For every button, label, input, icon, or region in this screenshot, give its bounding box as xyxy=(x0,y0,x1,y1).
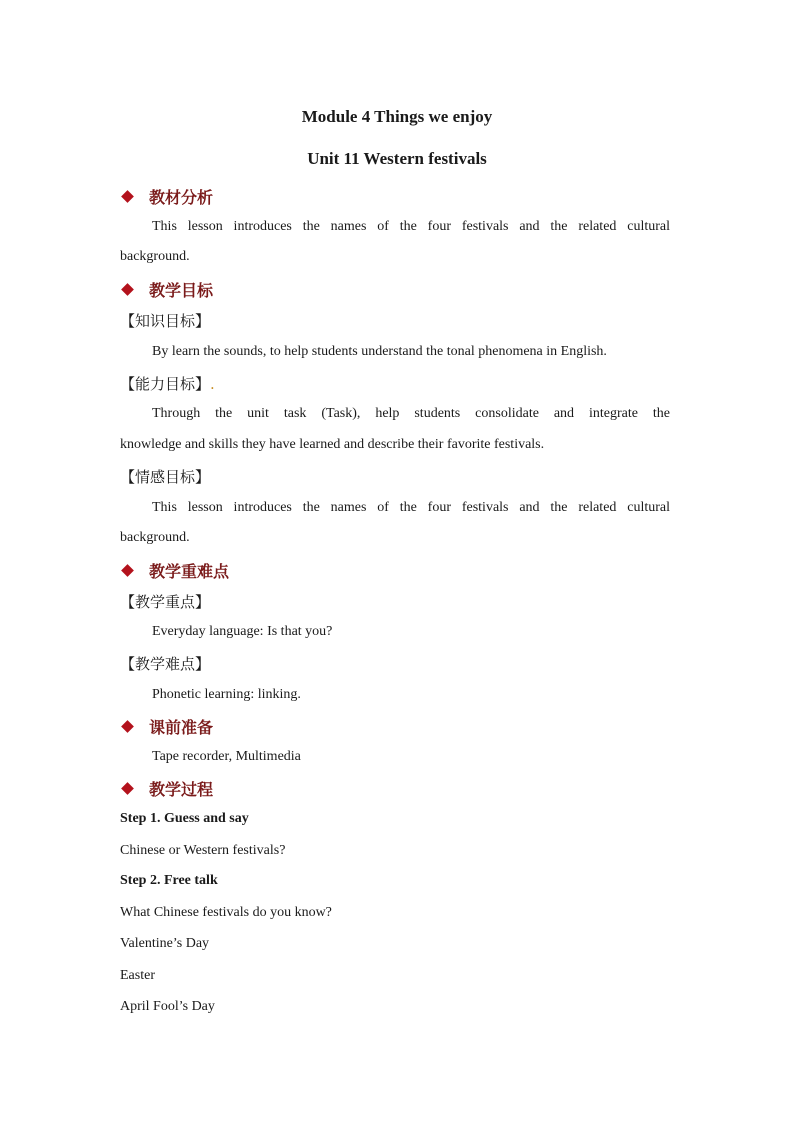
diamond-bullet-icon xyxy=(121,190,134,203)
ability-goal-text-line1: Through the unit task (Task), help students consolidate and integrate the xyxy=(152,406,670,421)
emotion-goal-text-line1: This lesson introduces the names of the four festivals and the related cultural xyxy=(152,500,670,515)
key-point-label: 【教学重点】 xyxy=(120,593,211,611)
step1-text: Chinese or Western festivals? xyxy=(120,843,286,858)
list-item: April Fool’s Day xyxy=(120,999,215,1014)
ability-goal-label-text: 【能力目标】 xyxy=(120,375,211,393)
ability-goal-dot: . xyxy=(210,375,215,393)
knowledge-goal-text: By learn the sounds, to help students understand the tonal phenomena in English. xyxy=(152,344,607,359)
material-analysis-text-line1: This lesson introduces the names of the four festivals and the related cultural xyxy=(152,219,670,234)
section-heading-text: 教材分析 xyxy=(149,188,214,207)
ability-goal-label xyxy=(120,373,215,394)
knowledge-goal-label: 【知识目标】 xyxy=(120,312,211,330)
step1-title: Step 1. Guess and say xyxy=(120,811,249,826)
diamond-bullet-icon xyxy=(121,564,134,577)
ability-goal-text-line2: knowledge and skills they have learned and describe their favorite festivals. xyxy=(120,437,545,452)
preparation-text: Tape recorder, Multimedia xyxy=(152,749,301,764)
diamond-bullet-icon xyxy=(121,720,134,733)
material-analysis-text-line2: background. xyxy=(120,249,190,264)
section-heading-teaching-goals xyxy=(120,278,213,301)
section-heading-material-analysis xyxy=(120,185,213,208)
section-heading-preparation xyxy=(120,715,213,738)
difficult-point-label: 【教学难点】 xyxy=(120,655,211,673)
key-point-text: Everyday language: Is that you? xyxy=(152,624,333,639)
module-title: Module 4 Things we enjoy xyxy=(301,107,493,126)
diamond-bullet-icon xyxy=(121,782,134,795)
section-heading-process xyxy=(120,777,213,800)
unit-title: Unit 11 Western festivals xyxy=(307,149,487,168)
step2-title: Step 2. Free talk xyxy=(120,873,218,888)
emotion-goal-label: 【情感目标】 xyxy=(120,468,211,486)
section-heading-text: 课前准备 xyxy=(149,718,214,737)
emotion-goal-text-line2: background. xyxy=(120,530,190,545)
difficult-point-text: Phonetic learning: linking. xyxy=(152,687,301,702)
diamond-bullet-icon xyxy=(121,283,134,296)
list-item: Easter xyxy=(120,968,155,983)
section-heading-text: 教学过程 xyxy=(149,780,214,799)
section-heading-text: 教学目标 xyxy=(149,281,214,300)
section-heading-text: 教学重难点 xyxy=(149,562,230,581)
section-heading-key-points xyxy=(120,559,229,582)
step2-text: What Chinese festivals do you know? xyxy=(120,905,332,920)
list-item: Valentine’s Day xyxy=(120,936,210,951)
